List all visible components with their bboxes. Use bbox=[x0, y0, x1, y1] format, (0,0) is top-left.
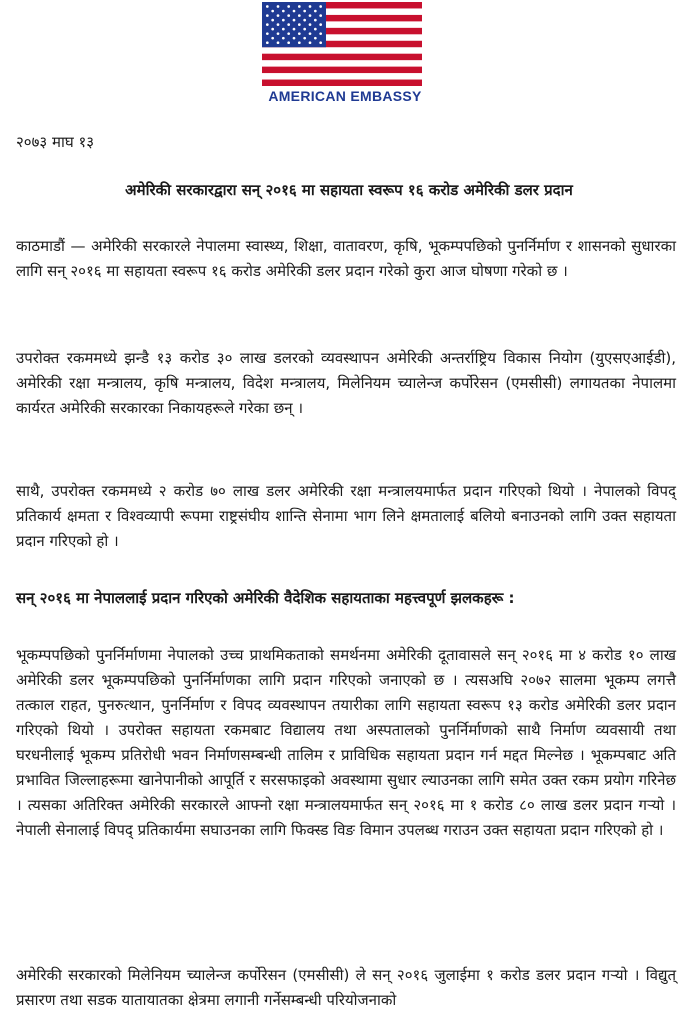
flag-star bbox=[309, 23, 312, 26]
flag-star bbox=[298, 14, 301, 17]
flag-star bbox=[309, 14, 312, 17]
organization-name: AMERICAN EMBASSY bbox=[268, 88, 422, 104]
flag-star bbox=[298, 32, 301, 35]
flag-star bbox=[277, 32, 280, 35]
flag-star bbox=[319, 41, 322, 44]
flag-star bbox=[303, 19, 306, 22]
flag-star bbox=[271, 10, 274, 13]
letterhead bbox=[0, 0, 696, 110]
flag-star bbox=[282, 37, 285, 40]
flag-star bbox=[319, 23, 322, 26]
flag-star bbox=[287, 32, 290, 35]
flag-star bbox=[298, 5, 301, 8]
flag-star bbox=[293, 10, 296, 13]
flag-star bbox=[277, 14, 280, 17]
flag-star bbox=[314, 10, 317, 13]
flag-star bbox=[298, 41, 301, 44]
flag-star bbox=[266, 14, 269, 17]
paragraph-reconstruction: भूकम्पपछिको पुनर्निर्माणमा नेपालको उच्च प्राथमिकताको समर्थनमा अमेरिकी दूतावासले सन् २०१६ मा ४ करोड १० लाख अमेरिकी डलर भूकम्पपछिको पुनर्निर्माणका लागि प्रदान गरिएको जनाएको छ । त्यसअघि २०७२ सालमा भूकम्प लगत्तै तत्काल राहत, पुनरुत्थान, पुनर्निर्माण र विपद व्यवस्थापन तयारीका लागि सहायता स्वरूप १३ करोड अमेरिकी डलर प्रदान गरिएको थियो । उपरोक्त सहायता रकमबाट विद्यालय तथा अस्पतालको पुनर्निर्माणको साथै निर्माण व्यवसायी तथा घरधनीलाई भूकम्प प्रतिरोधी भवन निर्माणसम्बन्धी तालिम र प्राविधिक सहायता प्रदान गर्न मद्दत मिल्नेछ । भूकम्पबाट अति प्रभावित जिल्लाहरूमा खानेपानीको आपूर्ति र सरसफाइको अवस्थामा सुधार ल्याउनका लागि समेत उक्त रकम प्रयोग गरिनेछ । त्यसका अतिरिक्त अमेरिकी सरकारले आफ्नो रक्षा मन्त्रालयमार्फत सन् २०१६ मा १ करोड ८० लाख डलर प्रदान गऱ्यो । नेपाली सेनालाई विपद् प्रतिकार्यमा सघाउनका लागि फिक्स्ड विङ विमान उपलब्ध गराउन उक्त सहायता प्रदान गरिएको हो । bbox=[16, 646, 676, 839]
flag-star bbox=[303, 10, 306, 13]
us-flag-icon bbox=[262, 2, 422, 86]
flag-star bbox=[266, 5, 269, 8]
paragraph-breakdown: उपरोक्त रकममध्ये झन्डै १३ करोड ३० लाख डलरको व्यवस्थापन अमेरिकी अन्तर्राष्ट्रिय विकास नियोग (युएसएआईडी), अमेरिकी रक्षा मन्त्रालय, कृषि मन्त्रालय, विदेश मन्त्रालय, मिलेनियम च्यालेन्ज कर्पोरेसन (एमसीसी) लगायतका नेपालमा कार्यरत अमेरिकी सरकारका निकायहरूले गरेका छन् । bbox=[16, 349, 676, 417]
flag-star bbox=[266, 41, 269, 44]
flag-star bbox=[293, 28, 296, 31]
flag-star bbox=[271, 28, 274, 31]
flag-star bbox=[277, 5, 280, 8]
flag-star bbox=[271, 19, 274, 22]
flag-star bbox=[266, 32, 269, 35]
flag-star bbox=[287, 23, 290, 26]
highlights-subheading: सन् २०१६ मा नेपाललाई प्रदान गरिएको अमेरिकी वैदेशिक सहायताका महत्त्वपूर्ण झलकहरू : bbox=[16, 589, 515, 607]
flag-star bbox=[314, 37, 317, 40]
flag-star bbox=[277, 41, 280, 44]
flag-star bbox=[293, 37, 296, 40]
flag-star bbox=[309, 5, 312, 8]
flag-star bbox=[319, 32, 322, 35]
flag-star bbox=[303, 28, 306, 31]
flag-star bbox=[287, 41, 290, 44]
flag-star bbox=[282, 19, 285, 22]
flag-star bbox=[287, 5, 290, 8]
flag-star bbox=[309, 32, 312, 35]
headline: अमेरिकी सरकारद्वारा सन् २०१६ मा सहायता स्वरूप १६ करोड अमेरिकी डलर प्रदान bbox=[125, 181, 573, 199]
flag-star bbox=[282, 28, 285, 31]
release-date: २०७३ माघ १३ bbox=[16, 133, 95, 151]
flag-star bbox=[319, 5, 322, 8]
flag-star bbox=[319, 14, 322, 17]
paragraph-intro: काठमाडौं — अमेरिकी सरकारले नेपालमा स्वास्थ्य, शिक्षा, वातावरण, कृषि, भूकम्पपछिको पुनर्निर्माण र शासनको सुधारका लागि सन् २०१६ मा सहायता स्वरूप १६ करोड अमेरिकी डलर प्रदान गरेको कुरा आज घोषणा गरेको छ । bbox=[16, 237, 676, 280]
flag-star bbox=[303, 37, 306, 40]
flag-star bbox=[309, 41, 312, 44]
flag-star bbox=[266, 23, 269, 26]
flag-star bbox=[271, 37, 274, 40]
flag-star bbox=[282, 10, 285, 13]
flag-star bbox=[293, 19, 296, 22]
paragraph-mcc: अमेरिकी सरकारको मिलेनियम च्यालेन्ज कर्पोरेसन (एमसीसी) ले सन् २०१६ जुलाईमा १ करोड डलर प्रदान गऱ्यो । विद्युत् प्रसारण तथा सडक यातायातका क्षेत्रमा लगानी गर्नेसम्बन्धी परियोजनाको bbox=[16, 966, 676, 1009]
flag-star bbox=[287, 14, 290, 17]
flag-star bbox=[314, 19, 317, 22]
flag-star bbox=[298, 23, 301, 26]
paragraph-defense: साथै, उपरोक्त रकममध्ये २ करोड ७० लाख डलर अमेरिकी रक्षा मन्त्रालयमार्फत प्रदान गरिएको थियो । नेपालको विपद् प्रतिकार्य क्षमता र विश्वव्यापी रूपमा राष्ट्रसंघीय शान्ति सेनामा भाग लिने क्षमतालाई बलियो बनाउनको लागि उक्त सहायता प्रदान गरिएको हो । bbox=[16, 482, 676, 550]
flag-star bbox=[314, 28, 317, 31]
flag-star bbox=[277, 23, 280, 26]
flag-canton bbox=[262, 2, 326, 47]
